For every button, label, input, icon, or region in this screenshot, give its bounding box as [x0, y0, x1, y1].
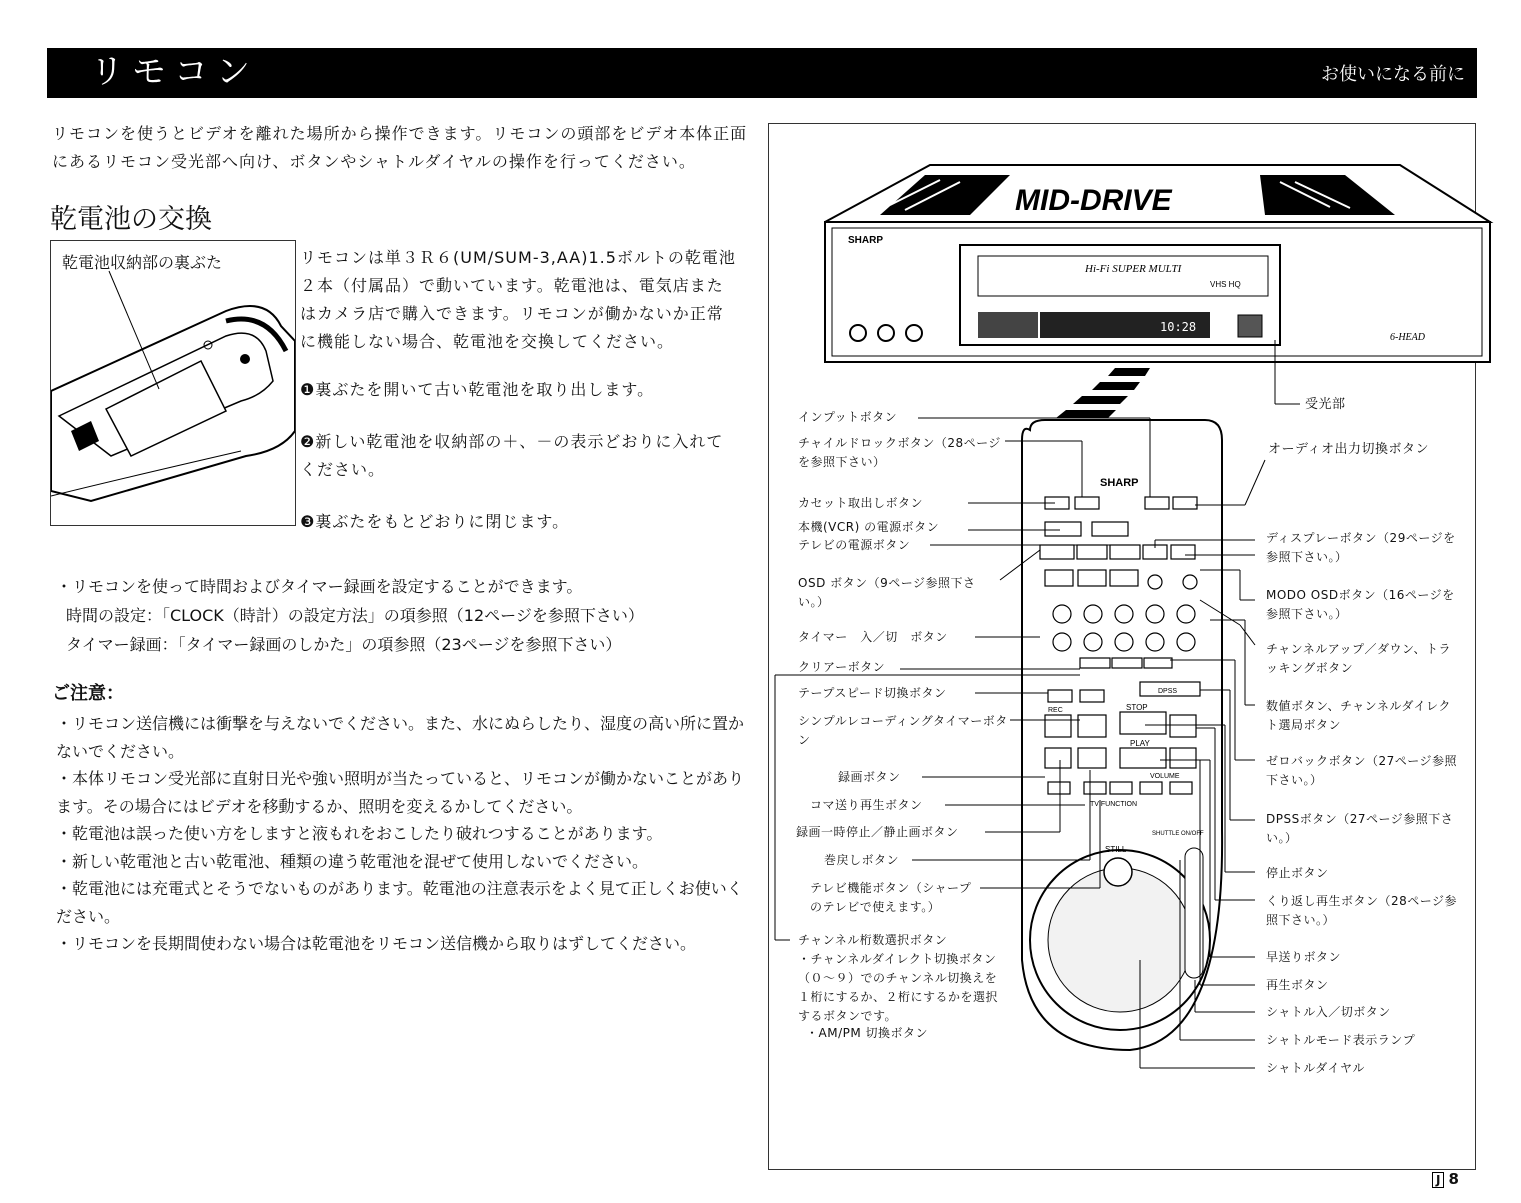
- battery-description: リモコンは単３Ｒ６(UM/SUM-3,AA)1.5ボルトの乾電池２本（付属品）で動いています。乾電池は、電気店またはカメラ店で購入できます。リモコンが働かないか正常に機能しない場合、乾電池を交換してください。: [300, 248, 736, 351]
- remote-volume-label: VOLUME: [1150, 773, 1180, 780]
- caution-item: ・乾電池には充電式とそうでないものがあります。乾電池の注意表示をよく見て正しくお使いください。: [56, 879, 743, 926]
- caution-item: ・リモコンを長期間使わない場合は乾電池をリモコン送信機から取りはずしてください。: [56, 934, 697, 953]
- label-tv-function: テレビ機能ボタン（シャープのテレビで使えます。）: [810, 881, 972, 914]
- label-tape-speed: テープスピード切換ボタン: [798, 686, 947, 700]
- label-clear: クリアーボタン: [798, 660, 886, 674]
- label-channel-digit-desc: ・チャンネルダイレクト切換ボタン（０～９）でのチャンネル切換えを１桁にするか、２桁にするかを選択するボタンです。: [798, 952, 999, 1023]
- label-channel-digit: チャンネル桁数選択ボタン: [798, 933, 948, 947]
- vcr-display: 10:28: [1160, 320, 1197, 334]
- label-fast-forward: 早送りボタン: [1266, 950, 1342, 964]
- label-sensor: 受光部: [1305, 397, 1346, 412]
- battery-heading: 乾電池の交換: [50, 204, 212, 235]
- intro-paragraph: リモコンを使うとビデオを離れた場所から操作できます。リモコンの頭部をビデオ本体正面にあるリモコン受光部へ向け、ボタンやシャトルダイヤルの操作を行ってください。: [52, 124, 748, 171]
- label-stop: 停止ボタン: [1266, 866, 1329, 880]
- battery-step-3: ❸裏ぶたをもとどおりに閉じます。: [300, 512, 570, 531]
- note-line: 時間の設定：「CLOCK（時計）の設定方法」の項参照（12ページを参照下さい）: [66, 606, 644, 625]
- page-title: リモコン: [90, 52, 258, 92]
- label-digit-buttons: 数値ボタン、チャンネルダイレクト選局ボタン: [1266, 699, 1451, 732]
- label-frame-advance: コマ送り再生ボタン: [810, 798, 923, 812]
- label-simple-rec: シンプルレコーディングタイマーボタン: [798, 714, 1008, 747]
- label-play: 再生ボタン: [1266, 978, 1329, 992]
- remote-rec-label: REC: [1048, 707, 1063, 714]
- remote-still-label: STILL: [1105, 845, 1127, 854]
- remote-shuttle-onoff-label: SHUTTLE ON/OFF: [1152, 831, 1204, 837]
- vcr-vhs-label: VHS HQ: [1210, 280, 1241, 289]
- note-line: ・リモコンを使って時間およびタイマー録画を設定することができます。: [56, 577, 583, 596]
- label-zero-back: ゼロバックボタン（27ページ参照下さい。）: [1266, 754, 1458, 787]
- vcr-logo: MID-DRIVE: [1015, 184, 1172, 217]
- caution-item: ・リモコン送信機には衝撃を与えないでください。また、水にぬらしたり、湿度の高い所に置かないでください。: [56, 714, 745, 761]
- remote-dpss-label: DPSS: [1158, 688, 1178, 695]
- battery-step-1: ❶裏ぶたを開いて古い乾電池を取り出します。: [300, 380, 655, 399]
- ir-beam: [1056, 368, 1150, 418]
- label-tv-power: テレビの電源ボタン: [798, 538, 911, 552]
- remote-brand: SHARP: [1100, 477, 1139, 489]
- label-audio-out: オーディオ出力切換ボタン: [1268, 442, 1429, 457]
- page-number-value: 8: [1448, 1170, 1459, 1188]
- remote-stop-label: STOP: [1126, 703, 1148, 712]
- caution-item: ・乾電池は誤った使い方をしますと液もれをおこしたり破れつすることがあります。: [56, 824, 663, 843]
- caution-item: ・本体リモコン受光部に直射日光や強い照明が当たっていると、リモコンが働かないことがあります。その場合にはビデオを移動するか、照明を変えるかしてください。: [56, 769, 745, 816]
- battery-step-2: ❷新しい乾電池を収納部の＋、－の表示どおりに入れてください。: [300, 432, 724, 479]
- label-timer: タイマー 入／切 ボタン: [798, 630, 948, 644]
- label-child-lock: チャイルドロックボタン（28ページを参照下さい）: [798, 436, 1001, 469]
- vcr-brand: SHARP: [848, 235, 884, 246]
- remote-unit: [1022, 420, 1222, 1050]
- note-line: タイマー録画：「タイマー録画のしかた」の項参照（23ページを参照下さい）: [66, 635, 622, 654]
- page-marker: J: [1432, 1172, 1444, 1188]
- label-rewind: 巻戻しボタン: [824, 853, 900, 867]
- page-number: [1432, 1170, 1459, 1188]
- label-pause: 録画一時停止／静止画ボタン: [796, 825, 959, 839]
- label-mode-osd: MODO OSDボタン（16ページを参照下さい。）: [1266, 588, 1455, 621]
- label-repeat: くり返し再生ボタン（28ページ参照下さい。）: [1266, 894, 1458, 927]
- remote-play-label: PLAY: [1130, 739, 1150, 748]
- label-eject: カセット取出しボタン: [798, 496, 924, 510]
- remote-tvfunction-label: TV FUNCTION: [1090, 801, 1138, 808]
- label-shuttle-dial: シャトルダイヤル: [1266, 1061, 1365, 1075]
- label-osd: OSD ボタン（9ページ参照下さい。）: [798, 576, 976, 609]
- label-ampm: ・AM/PM 切換ボタン: [806, 1026, 929, 1040]
- vcr-head-label: 6-HEAD: [1390, 332, 1425, 343]
- label-display: ディスプレーボタン（29ページを参照下さい。）: [1266, 531, 1456, 564]
- caution-heading: ご注意：: [52, 683, 124, 704]
- label-rec: 録画ボタン: [838, 770, 901, 784]
- label-shuttle-onoff: シャトル入／切ボタン: [1266, 1005, 1391, 1019]
- figure-caption: 乾電池収納部の裏ぶた: [62, 253, 223, 272]
- label-dpss: DPSSボタン（27ページ参照下さい。）: [1266, 812, 1454, 845]
- label-shuttle-lamp: シャトルモード表示ランプ: [1266, 1033, 1416, 1047]
- vcr-unit: [825, 165, 1490, 362]
- label-vcr-power: 本機(VCR) の電源ボタン: [798, 520, 940, 534]
- label-channel-updown: チャンネルアップ／ダウン、トラッキングボタン: [1266, 642, 1451, 675]
- section-label: お使いになる前に: [1321, 64, 1465, 85]
- vcr-hifi-label: Hi-Fi SUPER MULTI: [1085, 263, 1182, 275]
- caution-item: ・新しい乾電池と古い乾電池、種類の違う乾電池を混ぜて使用しないでください。: [56, 851, 649, 871]
- label-input-button: インプットボタン: [798, 410, 898, 424]
